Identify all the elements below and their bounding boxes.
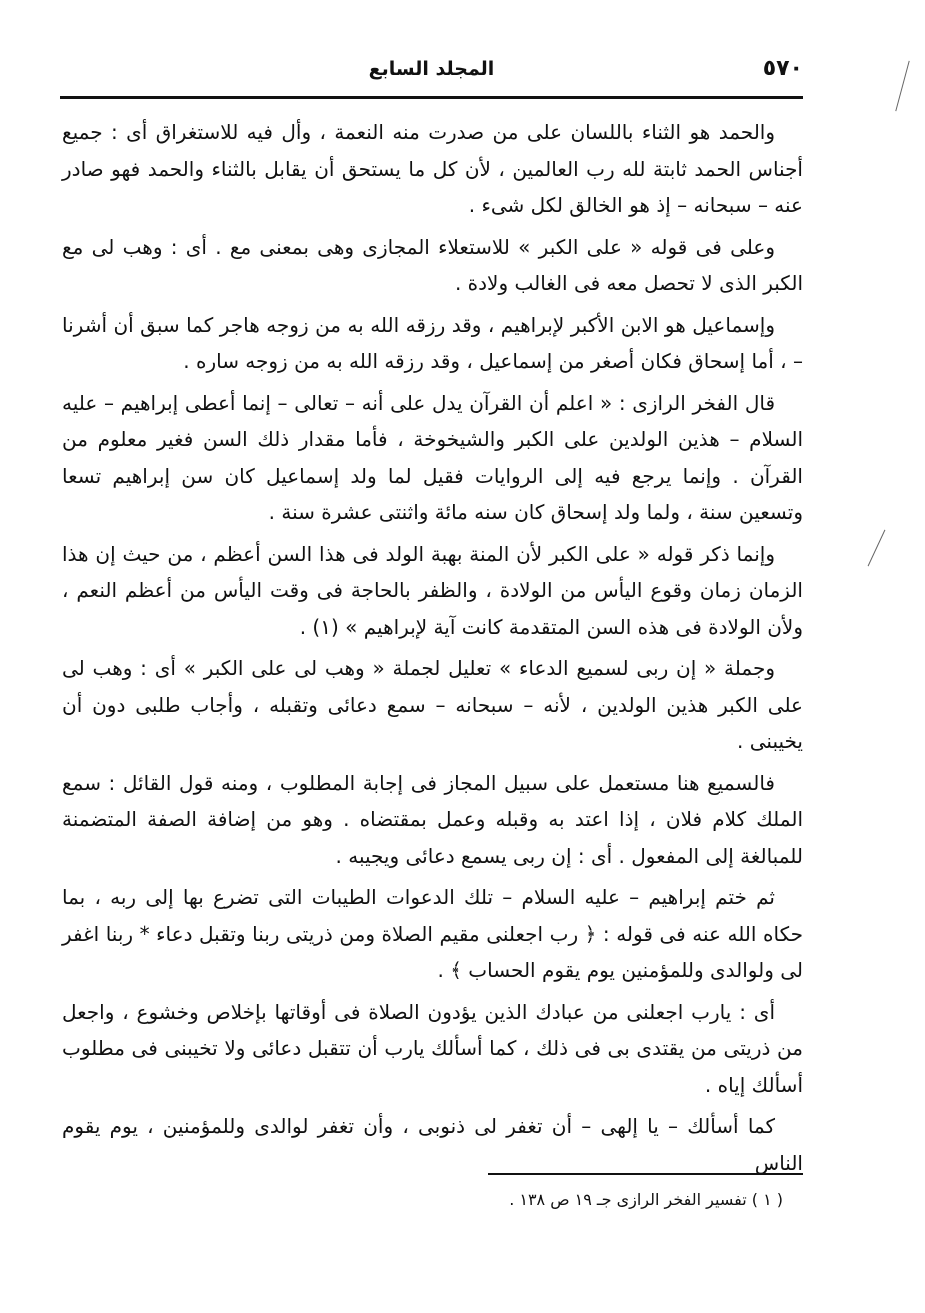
footnote: ( ١ ) تفسير الفخر الرازى جـ ١٩ ص ١٣٨ . [509, 1190, 783, 1209]
paragraph-3: وإسماعيل هو الابن الأكبر لإبراهيم ، وقد رزقه الله به من زوجه هاجر كما سبق أن أشرنا – ، أما إسحاق فكان أصغر من إسماعيل ، وقد رزقه الله به من زوجه ساره . [62, 312, 803, 373]
paragraph-8: ثم ختم إبراهيم – عليه السلام – تلك الدعوات الطيبات التى تضرع بها إلى ربه ، بما حكاه الله عنه فى قوله : ﴿ رب اجعلنى مقيم الصلاة ومن ذريتى ربنا وتقبل دعاء * ربنا اغفر لى ولوالدى وللمؤمنين يوم يقوم الحساب ﴾ . [62, 885, 803, 982]
paragraph-7: فالسميع هنا مستعمل على سبيل المجاز فى إجابة المطلوب ، ومنه قول القائل : سمع الملك كلام فلان ، إذا اعتد به وقبله وعمل بمقتضاه . وهو من إضافة الصفة المتضمنة للمبالغة إلى المفعول . أى : إن ربى يسمع دعائى ويجيبه . [62, 770, 803, 868]
body-text [62, 114, 803, 1186]
page-header [60, 56, 803, 96]
scan-mark [868, 530, 886, 567]
header-rule [60, 96, 803, 99]
paragraph-6: وجملة « إن ربى لسميع الدعاء » تعليل لجملة « وهب لى على الكبر » أى : وهب لى على الكبر هذين الولدين ، لأنه – سبحانه – سمع دعائى وتقبله ، وأجاب طلبى دون أن يخيبنى . [62, 656, 803, 753]
page-number: ٥٧٠ [762, 56, 803, 81]
footnote-rule [488, 1173, 803, 1175]
paragraph-10: كما أسألك – يا إلهى – أن تغفر لى ذنوبى ، وأن تغفر لوالدى وللمؤمنين ، يوم يقوم الناس [62, 1114, 803, 1175]
paragraph-4: قال الفخر الرازى : « اعلم أن القرآن يدل على أنه – تعالى – إنما أعطى إبراهيم – عليه السلام – هذين الولدين على الكبر والشيخوخة ، فأما مقدار ذلك السن فغير معلوم من القرآن . وإنما يرجع فيه إلى الروايات فقيل لما ولد إسماعيل كان سن إبراهيم تسعا وتسعين سنة ، ولما ولد إسحاق كان سنه مائة واثنتى عشرة سنة . [62, 390, 803, 524]
paragraph-9: أى : يارب اجعلنى من عبادك الذين يؤدون الصلاة فى أوقاتها بإخلاص وخشوع ، واجعل من ذريتى من يقتدى بى فى ذلك ، كما أسألك يارب أن تتقبل دعائى ولا تخيبنى فى مطلوب أسألك إياه . [62, 999, 803, 1097]
paragraph-5: وإنما ذكر قوله « على الكبر لأن المنة بهبة الولد فى هذا السن أعظم ، من حيث إن هذا الزمان زمان وقوع اليأس من الولادة ، والظفر بالحاجة فى وقت اليأس من أعظم النعم ، ولأن الولادة فى هذه السن المتقدمة كانت آية لإبراهيم » (١) . [62, 541, 803, 639]
paragraph-2: وعلى فى قوله « على الكبر » للاستعلاء المجازى وهى بمعنى مع . أى : وهب لى مع الكبر الذى لا تحصل معه فى الغالب ولادة . [62, 234, 803, 295]
paragraph-1: والحمد هو الثناء باللسان على من صدرت منه النعمة ، وأل فيه للاستغراق أى : جميع أجناس الحمد ثابتة لله رب العالمين ، لأن كل ما يستحق أن يقابل بالثناء والحمد فهو صادر عنه – سبحانه – إذ هو الخالق لكل شىء . [62, 120, 803, 217]
running-title: المجلد السابع [368, 58, 495, 80]
scan-mark [895, 61, 909, 111]
